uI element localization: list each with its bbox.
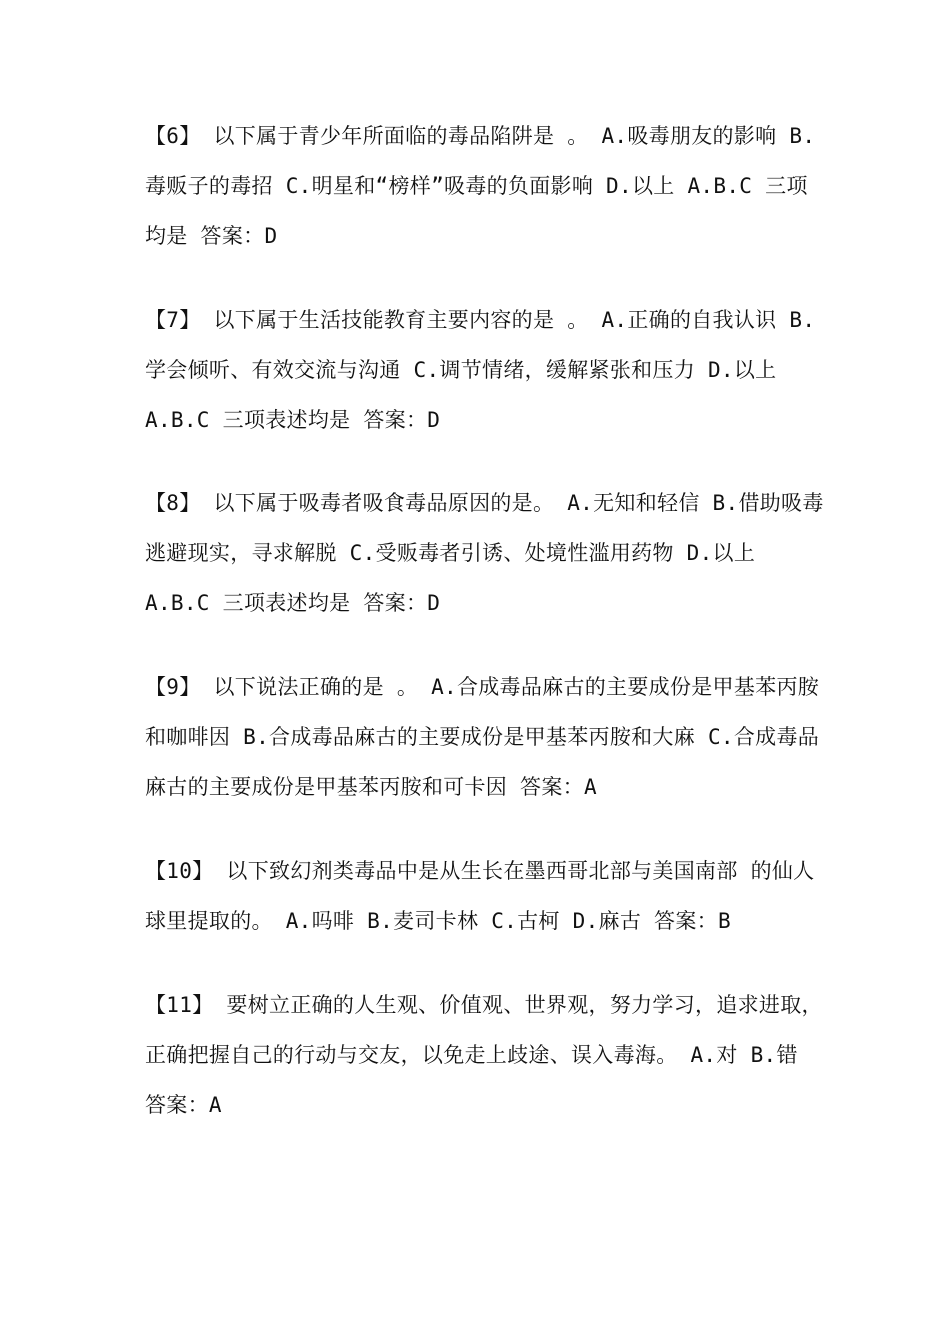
question-6: 【6】 以下属于青少年所面临的毒品陷阱是 。 A.吸毒朋友的影响 B.毒贩子的毒招 C.明星和“榜样”吸毒的负面影响 D.以上 A.B.C 三项均是 答案：D [145, 124, 816, 248]
question-11: 【11】 要树立正确的人生观、价值观、世界观，努力学习，追求进取， 正确把握自己的行动与交友，以免走上歧途、误入毒海。 A.对 B.错 答案：A [145, 993, 823, 1117]
question-7: 【7】 以下属于生活技能教育主要内容的是 。 A.正确的自我认识 B.学会倾听、有效交流与沟通 C.调节情绪，缓解紧张和压力 D.以上 A.B.C 三项表述均是 答案：D [145, 308, 816, 432]
question-10: 【10】 以下致幻剂类毒品中是从生长在墨西哥北部与美国南部 的仙人球里提取的。 A.吗啡 B.麦司卡林 C.古柯 D.麻古 答案：B [145, 859, 815, 933]
question-8: 【8】 以下属于吸毒者吸食毒品原因的是。 A.无知和轻信 B.借助吸毒逃避现实，寻求解脱 C.受贩毒者引诱、处境性滥用药物 D.以上 A.B.C 三项表述均是 答案：D [145, 491, 824, 615]
question-9: 【9】 以下说法正确的是 。 A.合成毒品麻古的主要成份是甲基苯丙胺和咖啡因 B.合成毒品麻古的主要成份是甲基苯丙胺和大麻 C.合成毒品麻古的主要成份是甲基苯丙胺和可卡因 答案：A [145, 675, 820, 799]
